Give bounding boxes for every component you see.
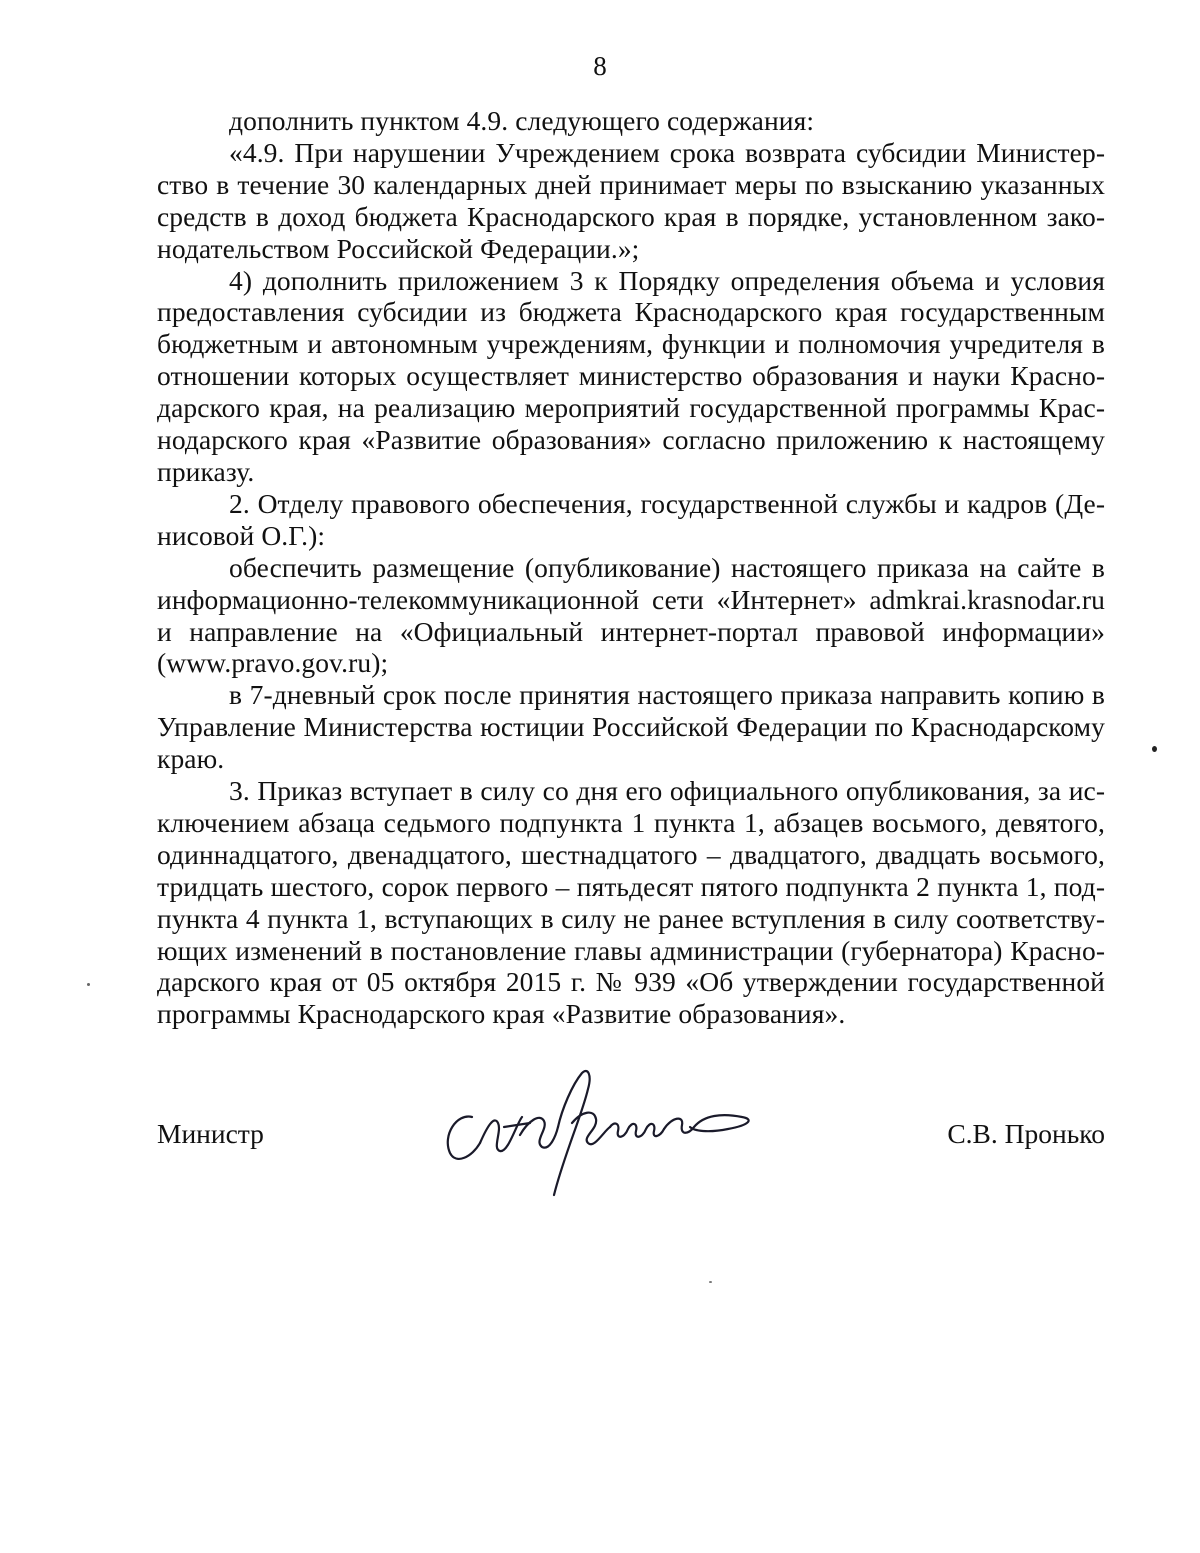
paragraph-publication: обеспечить размещение (опубликование) настоящего приказа на сайте в информационно-телекоммуникационной сети «Интернет» admkrai.krasnodar.ru и направление на «Официальный интернет-портал правовой информации» (www.pravo.gov.ru); <box>157 551 1105 679</box>
paragraph-ministry-of-justice: в 7-дневный срок после принятия настоящего приказа направить копию в Управление Министерства юстиции Российской Федерации по Краснодарскому краю. <box>157 679 1105 775</box>
paragraph-item-3: 3. Приказ вступает в силу со дня его официального опубликования, за исключением абзаца седьмого подпункта 1 пункта 1, абзацев восьмого, девятого, одиннадцатого, двенадцатого, шестнадцатого – двадцатого, двадцать восьмого, тридцать шестого, сорок первого – пятьдесят пятого подпункта 2 пункта 1, подпункта 4 пункта 1, вступающих в силу не ранее вступления в силу соответствующих изменений в постановление главы администрации (губернатора) Краснодарского края от 05 октября 2015 г. № 939 «Об утверждении государственной программы Краснодарского края «Развитие образования». <box>157 775 1105 1030</box>
paragraph-4-9: «4.9. При нарушении Учреждением срока возврата субсидии Министерство в течение 30 календарных дней принимает меры по взысканию указанных средств в доход бюджета Краснодарского края в порядке, установленном законодательством Российской Федерации.»; <box>157 136 1105 264</box>
scan-speck <box>709 1281 712 1283</box>
scan-speck <box>87 983 90 986</box>
paragraph-item-2: 2. Отделу правового обеспечения, государственной службы и кадров (Денисовой О.Г.): <box>157 487 1105 551</box>
handwritten-signature <box>432 1065 772 1205</box>
signatory-name: С.В. Пронько <box>947 1118 1105 1149</box>
page-number: 8 <box>593 51 607 81</box>
signatory-title: Министр <box>157 1118 264 1149</box>
document-body <box>157 105 1105 1030</box>
paragraph-intro: дополнить пунктом 4.9. следующего содержания: <box>229 105 815 136</box>
paragraph-item-4: 4) дополнить приложением 3 к Порядку определения объема и условия предоставления субсидии из бюджета Краснодарского края государственным бюджетным и автономным учреждениям, функции и полномочия учредителя в отношении которых осуществляет министерство образования и науки Краснодарского края, на реализацию мероприятий государственной программы Краснодарского края «Развитие образования» согласно приложению к настоящему приказу. <box>157 264 1105 487</box>
signature-block <box>157 1110 1105 1210</box>
scan-speck <box>1152 746 1157 752</box>
